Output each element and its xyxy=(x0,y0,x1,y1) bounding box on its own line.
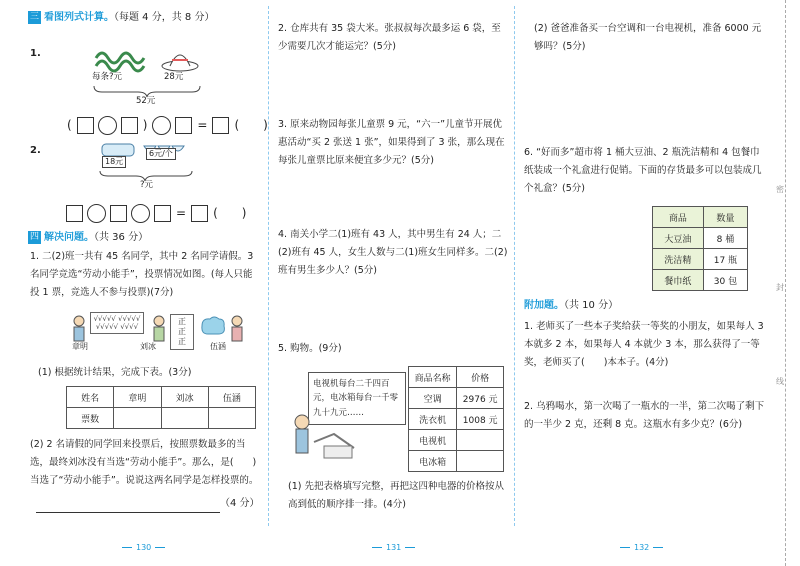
stock-item: 大豆油 xyxy=(653,228,704,249)
q2-answer-row: = ( ) xyxy=(64,202,249,225)
problem-1-text: 1. 二(2)班一共有 45 名同学，其中 2 名同学请假。3 名同学竞选“劳动小能手”，投票情况如图。(每人只能投 1 票，竞选人不参与投票)(7分) xyxy=(30,251,254,299)
vote-table-cell[interactable] xyxy=(161,408,208,429)
section-4-badge: 四 xyxy=(29,232,39,242)
answer-box[interactable] xyxy=(110,205,127,222)
page-130 xyxy=(0,0,268,566)
stock-item: 洗洁精 xyxy=(653,249,704,270)
vote-table-header: 刘冰 xyxy=(161,387,208,408)
student-icon xyxy=(150,314,168,344)
student-icon xyxy=(228,314,246,344)
binding-line xyxy=(785,0,786,566)
section-4-heading xyxy=(28,228,148,247)
bonus-score: （共 10 分） xyxy=(564,300,619,311)
page-131 xyxy=(272,0,512,566)
answer-box[interactable] xyxy=(175,117,192,134)
candidate-name: 章明 xyxy=(72,342,88,351)
page-number: 131 xyxy=(368,543,419,552)
vote-table-header: 章明 xyxy=(114,387,161,408)
vote-table-row-label: 票数 xyxy=(67,408,114,429)
vote-table xyxy=(66,386,256,429)
answer-box[interactable] xyxy=(154,205,171,222)
stock-qty: 8 桶 xyxy=(703,228,747,249)
section-3-score: （每题 4 分，共 8 分） xyxy=(114,12,215,23)
vote-table-header: 伍涵 xyxy=(208,387,255,408)
stock-table-header: 数量 xyxy=(703,207,747,228)
operator-circle[interactable] xyxy=(87,204,106,223)
product-price: 1008 元 xyxy=(457,409,504,430)
student-icon xyxy=(70,314,88,344)
page-divider xyxy=(514,6,515,526)
tally-box-2: 正 正 正 xyxy=(170,314,194,350)
cloud-box-icon xyxy=(200,316,226,336)
answer-line[interactable] xyxy=(36,512,220,513)
page-132 xyxy=(520,0,772,566)
section-3-badge: 三 xyxy=(29,12,39,22)
answer-box[interactable] xyxy=(212,117,229,134)
answer-line-row xyxy=(36,494,260,513)
score-label: （4 分） xyxy=(220,498,260,509)
binding-char: 线 xyxy=(776,377,784,386)
operator-circle[interactable] xyxy=(131,204,150,223)
stock-table-header: 商品 xyxy=(653,207,704,228)
product-price-blank[interactable] xyxy=(457,451,504,472)
page-divider xyxy=(268,6,269,526)
candidate-name: 刘冰 xyxy=(140,342,156,351)
box-price-label: 18元 xyxy=(102,156,126,168)
vote-illustration xyxy=(70,312,250,356)
vote-table-header: 姓名 xyxy=(67,387,114,408)
answer-box[interactable] xyxy=(121,117,138,134)
q2-illustration xyxy=(96,140,196,192)
page-number: 130 xyxy=(118,543,169,552)
stock-qty: 17 瓶 xyxy=(703,249,747,270)
q1-total-label: 52元 xyxy=(136,96,156,106)
product-name: 电视机 xyxy=(409,430,457,451)
page-number: 132 xyxy=(616,543,667,552)
section-3-heading xyxy=(28,8,214,27)
q1-answer-row: ( ) = ( ) xyxy=(64,114,271,137)
bonus-2-text: 2. 乌鸦喝水，第一次喝了一瓶水的一半，第二次喝了剩下的一半少 2 克，还剩 8 克。这瓶水有多少克？(6分) xyxy=(524,401,765,431)
answer-box[interactable] xyxy=(66,205,83,222)
bonus-heading xyxy=(524,296,618,315)
problem-5-sub-1: (1) 先把表格填写完整，再把这四种电器的价格按从高到低的顺序排一排。(4分) xyxy=(288,481,504,511)
shopper-icon xyxy=(290,412,358,464)
bonus-1-text: 1. 老师买了一些本子奖给获一等奖的小朋友，如果每人 3 本就多 2 本，如果每人 4 本就少 3 本，那么获得了一等奖，老师买了( )本本子。(4分) xyxy=(524,321,764,369)
product-name: 洗衣机 xyxy=(409,409,457,430)
problem-2-text: 2. 仓库共有 35 袋大米。张叔叔每次最多运 6 袋，至少需要几次才能运完？(5分) xyxy=(278,23,501,53)
q2-total-label: ?元 xyxy=(140,180,154,190)
vote-table-cell[interactable] xyxy=(208,408,255,429)
product-price-blank[interactable] xyxy=(457,430,504,451)
stock-item: 餐巾纸 xyxy=(653,270,704,291)
hat-price-label: 28元 xyxy=(164,72,184,82)
product-name: 空调 xyxy=(409,388,457,409)
q1-illustration xyxy=(92,40,202,104)
binding-char: 密 xyxy=(776,185,784,194)
speech-bubble: 电视机每台二千四百元，电冰箱每台一千零九十九元…… xyxy=(308,372,406,425)
section-4-score: （共 36 分） xyxy=(94,232,149,243)
bowl-price-label: 6元/个 xyxy=(146,148,176,160)
product-name: 电冰箱 xyxy=(409,451,457,472)
stock-table xyxy=(652,206,748,291)
problem-1-sub-2: (2) 2 名请假的同学回来投票后，按照票数最多的当选，最终刘冰没有当选“劳动小能手”。那么，是( )当选了“劳动小能手”。说说这两名同学是怎样投票的。 xyxy=(30,439,259,487)
operator-circle[interactable] xyxy=(98,116,117,135)
bonus-title: 附加题。 xyxy=(524,300,564,311)
problem-6-text: 6. “好而多”超市将 1 桶大豆油、2 瓶洗洁精和 4 包餐巾纸装成一个礼盒进行促销。下面的存货最多可以包装成几个礼盒？(5分) xyxy=(524,147,762,195)
operator-circle[interactable] xyxy=(152,116,171,135)
answer-box[interactable] xyxy=(191,205,208,222)
problem-3-text: 3. 原来动物园每张儿童票 9 元，“六一”儿童节开展优惠活动“买 2 张送 1 张”，如果得到了 3 张，那么现在每张儿童票比原来便宜多少元？(5分) xyxy=(278,119,505,167)
binding-char: 封 xyxy=(776,283,784,292)
problem-5-sub-2: (2) 爸爸准备买一台空调和一台电视机，准备 6000 元够吗？(5分) xyxy=(534,23,762,53)
towel-price-label: 每条?元 xyxy=(92,72,123,82)
q2-number: 2. xyxy=(30,145,41,156)
answer-box[interactable] xyxy=(77,117,94,134)
price-table-header: 商品名称 xyxy=(409,367,457,388)
problem-1-sub-1: (1) 根据统计结果，完成下表。(3分) xyxy=(38,367,192,378)
stock-qty: 30 包 xyxy=(703,270,747,291)
product-price: 2976 元 xyxy=(457,388,504,409)
price-table xyxy=(408,366,504,472)
price-table-header: 价格 xyxy=(457,367,504,388)
problem-4-text: 4. 南关小学二(1)班有 43 人，其中男生有 24 人；二(2)班有 45 人，女生人数与二(1)班女生同样多。二(2)班有男生多少人？(5分) xyxy=(278,229,508,277)
section-3-title: 看图列式计算。 xyxy=(44,12,114,23)
q1-number: 1. xyxy=(30,48,41,59)
vote-table-cell[interactable] xyxy=(114,408,161,429)
tally-box-1: √√√√√ √√√√√ √√√√√ √√√√ xyxy=(90,312,144,334)
candidate-name: 伍涵 xyxy=(210,342,226,351)
problem-5-text: 5. 购物。(9分) xyxy=(278,343,342,354)
section-4-title: 解决问题。 xyxy=(44,232,94,243)
